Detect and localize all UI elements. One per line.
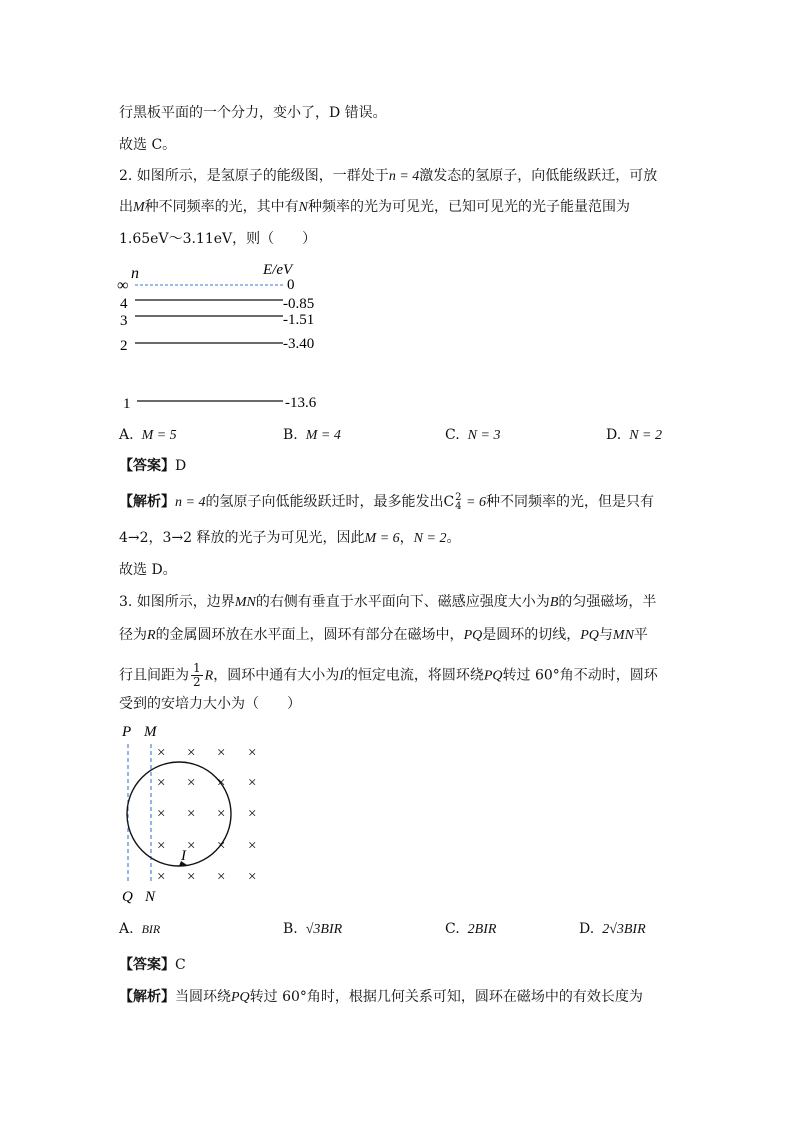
option-c: C. N = 3: [445, 427, 501, 443]
text-line: 行黑板平面的一个分力，变小了，D 错误。: [119, 105, 387, 121]
magnetic-field-diagram: [115, 720, 275, 905]
level-energy-label: -13.6: [285, 395, 317, 411]
level-energy-label: -1.51: [283, 312, 315, 328]
question-3-line-1: 3. 如图所示，边界MN的右侧有垂直于水平面向下、磁感应强度大小为B的匀强磁场，半: [119, 594, 657, 610]
field-cross: ×: [217, 775, 226, 791]
question-3-line-2: 径为R的金属圆环放在水平面上，圆环有部分在磁场中，PQ是圆环的切线，PQ与MN平: [119, 627, 648, 643]
level-energy-label: -3.40: [283, 336, 315, 352]
level-n-label: 3: [120, 313, 128, 329]
label-n: N: [145, 889, 156, 905]
field-cross: ×: [217, 745, 226, 761]
energy-level-diagram: [115, 258, 345, 418]
option-b: B. √3BIR: [283, 921, 343, 937]
field-cross: ×: [248, 775, 257, 791]
level-n-label: 2: [120, 338, 128, 354]
metal-ring: [127, 762, 231, 866]
field-cross: ×: [248, 806, 257, 822]
analysis-line-1: 【解析】当圆环绕PQ转过 60°角时，根据几何关系可知，圆环在磁场中的有效长度为: [119, 989, 643, 1005]
question-2-line-2: 出M种不同频率的光，其中有N种频率的光为可见光，已知可见光的光子能量范围为: [119, 199, 631, 215]
field-cross: ×: [217, 806, 226, 822]
answer-line: 【答案】D: [119, 458, 187, 474]
option-d: D. N = 2: [606, 427, 662, 443]
field-cross: ×: [187, 806, 196, 822]
field-cross: ×: [157, 775, 166, 791]
text-line: 故选 C。: [119, 137, 177, 153]
field-cross: ×: [187, 838, 196, 854]
question-2-line-1: 2. 如图所示，是氢原子的能级图，一群处于n = 4激发态的氢原子，向低能级跃迁，可放: [119, 168, 658, 184]
fraction-one-half: $\frac{1}{2}$: [193, 661, 201, 689]
level-energy-label: 0: [287, 277, 295, 293]
answer-line: 【答案】C: [119, 957, 186, 973]
field-cross: ×: [248, 838, 257, 854]
question-3-line-4: 受到的安培力大小为（ ）: [119, 696, 301, 712]
axis-e-label: E/eV: [263, 262, 293, 278]
field-cross: ×: [157, 869, 166, 885]
level-energy-label: -0.85: [283, 296, 315, 312]
field-cross: ×: [217, 869, 226, 885]
analysis-line-2: 4→2，3→2 释放的光子为可见光，因此M = 6，N = 2。: [119, 530, 461, 546]
option-d: D. 2√3BIR: [579, 921, 646, 937]
field-cross: ×: [187, 745, 196, 761]
level-n-label: ∞: [117, 277, 129, 294]
field-cross: ×: [248, 869, 257, 885]
option-b: B. M = 4: [283, 427, 341, 443]
label-m: M: [144, 724, 157, 740]
field-cross: ×: [157, 838, 166, 854]
level-n-label: 1: [123, 396, 131, 412]
analysis-line-1: 【解析】n = 4的氢原子向低能级跃迁时，最多能发出C 2 4 = 6种不同频率的光，但是只有: [119, 492, 654, 512]
label-i: I: [181, 848, 186, 864]
option-a: A. BIR: [119, 921, 161, 937]
label-p: P: [122, 724, 132, 740]
question-2-line-3: 1.65eV～3.11eV，则（ ）: [119, 231, 317, 247]
field-crosses: [157, 745, 256, 885]
field-cross: ×: [157, 745, 166, 761]
combination-expression: C 2 4 = 6: [443, 492, 486, 512]
label-q: Q: [122, 889, 133, 905]
field-cross: ×: [248, 745, 257, 761]
field-cross: ×: [187, 869, 196, 885]
field-cross: ×: [157, 806, 166, 822]
option-a: A. M = 5: [119, 427, 177, 443]
level-n-label: 4: [120, 296, 128, 312]
axis-n-label: n: [131, 265, 139, 282]
question-3-line-3: 行且间距为 $\frac{1}{2}$ R，圆环中通有大小为I的恒定电流，将圆环绕PQ转过 60°角不动时，圆环: [119, 661, 658, 689]
field-cross: ×: [217, 838, 226, 854]
option-c: C. 2BIR: [445, 921, 497, 937]
field-cross: ×: [187, 775, 196, 791]
text-line: 故选 D。: [119, 562, 177, 578]
